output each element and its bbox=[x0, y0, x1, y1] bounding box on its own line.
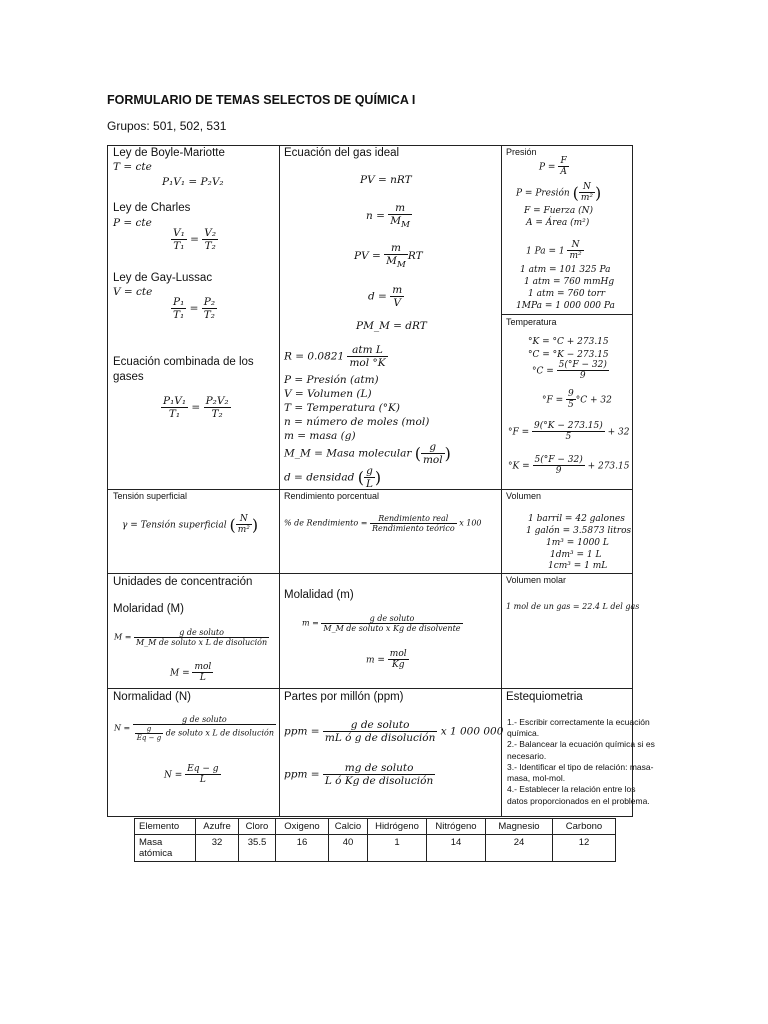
molarity-formula: M = $\frac{\text{g de soluto}}{\text{M\_M de soluto x L de disolución}}$ bbox=[114, 628, 268, 648]
table-cell: Magnesio bbox=[486, 819, 553, 835]
def-mass: m = masa (g) bbox=[284, 430, 356, 442]
pressure-units: P = Presión ( $\frac{N}{\text{m²}}$ ) bbox=[516, 182, 602, 204]
ppm-formula-2: ppm = $\frac{\text{mg de soluto}}{\text{L ó Kg de disolución}}$ bbox=[284, 762, 434, 788]
table-cell: 1 bbox=[368, 835, 427, 862]
stoichiometry-cell bbox=[502, 689, 655, 816]
molarity-heading: Molaridad (M) bbox=[113, 603, 184, 615]
ppm-cell bbox=[280, 689, 502, 816]
molality-formula-2: m = $\frac{\text{mol}}{Kg}$ bbox=[366, 649, 407, 671]
concentration-heading: Unidades de concentración bbox=[113, 576, 253, 588]
table-cell: 14 bbox=[427, 835, 486, 862]
charles-heading: Ley de Charles bbox=[113, 202, 191, 214]
gay-lussac-heading: Ley de Gay-Lussac bbox=[113, 272, 213, 284]
def-volume: V = Volumen (L) bbox=[284, 388, 372, 400]
pressure-cell bbox=[502, 146, 633, 315]
pressure-heading: Presión bbox=[506, 147, 537, 157]
step-1: 1.- Escribir correctamente la ecuación química. bbox=[507, 717, 650, 739]
volume-heading: Volumen bbox=[506, 491, 542, 501]
def-moles: n = número de moles (mol) bbox=[284, 416, 430, 428]
force-def: F = Fuerza (N) bbox=[524, 206, 594, 216]
gay-lussac-condition: V = cte bbox=[113, 286, 153, 298]
pascal-def: 1 Pa = 1 $\frac{N}{\text{m²}}$ bbox=[526, 240, 582, 262]
atomic-mass-table bbox=[134, 818, 616, 862]
normality-formula-2: N = $\frac{Eq - g}{L}$ bbox=[164, 764, 219, 786]
def-molar-mass: M_M = Masa molecular ( $\frac{g}{\text{mol}}$ ) bbox=[284, 441, 451, 467]
ideal-gas-mass-formula: PV = $\frac{m}{M_M}$ RT bbox=[354, 242, 423, 271]
atm-torr: 1 atm = 760 torr bbox=[528, 289, 606, 299]
document-title: FORMULARIO DE TEMAS SELECTOS DE QUÍMICA I bbox=[107, 93, 416, 107]
table-row bbox=[135, 835, 616, 862]
c-from-f: °C = $\frac{5(^\circ F - 32)}{9}$ bbox=[532, 360, 607, 382]
f-from-c: °F = $\frac{9}{5}$ °C + 32 bbox=[542, 389, 612, 411]
formula-grid bbox=[107, 145, 655, 817]
table-cell: 35.5 bbox=[239, 835, 276, 862]
normality-cell bbox=[108, 689, 280, 816]
m3-def: 1m³ = 1000 L bbox=[546, 538, 609, 548]
def-density: d = densidad ( $\frac{g}{L}$ ) bbox=[284, 465, 382, 491]
ideal-gas-cell bbox=[280, 146, 502, 490]
k-from-f: °K = $\frac{5(^\circ F - 32)}{9}$ + 273.15 bbox=[508, 455, 630, 477]
gallon-def: 1 galón = 3.5873 litros bbox=[526, 526, 632, 536]
table-cell: 32 bbox=[196, 835, 239, 862]
def-temperature: T = Temperatura (°K) bbox=[284, 402, 400, 414]
atm-mmhg: 1 atm = 760 mmHg bbox=[524, 277, 615, 287]
volume-cell bbox=[502, 490, 633, 574]
pressure-formula: P = $\frac{F}{A}$ bbox=[539, 156, 567, 178]
molar-mass-density-formula: PM_M = dRT bbox=[356, 320, 427, 332]
table-cell: Calcio bbox=[329, 819, 368, 835]
area-def: A = Área (m²) bbox=[526, 218, 590, 228]
def-pressure: P = Presión (atm) bbox=[284, 374, 379, 386]
c-from-k: °C = °K − 273.15 bbox=[528, 350, 609, 360]
table-cell: 12 bbox=[553, 835, 616, 862]
table-cell: Nitrógeno bbox=[427, 819, 486, 835]
ideal-gas-heading: Ecuación del gas ideal bbox=[284, 147, 400, 159]
molality-heading: Molalidad (m) bbox=[284, 589, 354, 601]
table-cell: Hidrógeno bbox=[368, 819, 427, 835]
cm3-def: 1cm³ = 1 mL bbox=[548, 561, 608, 571]
dm3-def: 1dm³ = 1 L bbox=[550, 550, 602, 560]
table-header-row bbox=[135, 819, 616, 835]
atm-pa: 1 atm = 101 325 Pa bbox=[520, 265, 611, 275]
combined-law-heading: Ecuación combinada de los gases bbox=[113, 356, 254, 383]
stoichiometry-heading: Estequiometria bbox=[506, 691, 583, 703]
step-4: 4.- Establecer la relación entre los datos proporcionados en el problema. bbox=[507, 784, 650, 806]
yield-formula: % de Rendimiento = $\frac{\text{Rendimiento real}}{\text{Rendimiento teórico}}$ x 100 bbox=[284, 514, 482, 534]
k-from-c: °K = °C + 273.15 bbox=[528, 337, 609, 347]
boyle-formula: P₁V₁ = P₂V₂ bbox=[162, 176, 224, 188]
temperature-cell bbox=[502, 315, 633, 490]
f-from-k: °F = $\frac{9(^\circ K - 273.15)}{5}$ + 32 bbox=[508, 421, 630, 443]
table-cell: Masa atómica bbox=[135, 835, 196, 862]
gas-constant: R = 0.0821 $\frac{\text{atm L}}{\text{mol °K}}$ bbox=[284, 344, 386, 370]
ppm-formula-1: ppm = $\frac{\text{g de soluto}}{\text{mL ó g de disolución}}$ x 1 000 000 bbox=[284, 719, 504, 745]
gay-lussac-formula: $\frac{\text{P₁}}{\text{T₁}}$ = $\frac{\text{P₂}}{\text{T₂}}$ bbox=[173, 296, 216, 322]
step-2: 2.- Balancear la ecuación química si es necesario. bbox=[507, 739, 655, 761]
stoichiometry-steps bbox=[507, 717, 657, 807]
molality-cell bbox=[280, 574, 502, 689]
gas-laws-cell bbox=[108, 146, 280, 490]
density-formula: d = $\frac{m}{V}$ bbox=[368, 284, 403, 310]
mpa-pa: 1MPa = 1 000 000 Pa bbox=[516, 301, 615, 311]
normality-formula: N = g de soluto $\frac{g}{Eq - g}$ de soluto x L de disolución bbox=[114, 715, 274, 743]
table-cell: Carbono bbox=[553, 819, 616, 835]
concentration-cell bbox=[108, 574, 280, 689]
surface-tension-formula: γ = Tensión superficial ( $\frac{N}{\text{m²}}$ ) bbox=[122, 514, 259, 536]
molality-formula: m = $\frac{\text{g de soluto}}{\text{M\_M de soluto x Kg de disolvente}}$ bbox=[302, 614, 461, 634]
surface-tension-cell bbox=[108, 490, 280, 574]
surface-tension-heading: Tensión superficial bbox=[113, 491, 188, 501]
molarity-formula-2: M = $\frac{\text{mol}}{L}$ bbox=[170, 662, 212, 684]
yield-cell bbox=[280, 490, 502, 574]
charles-condition: P = cte bbox=[113, 217, 152, 229]
step-3: 3.- Identificar el tipo de relación: masa-masa, mol-mol. bbox=[507, 761, 654, 784]
groups-line: Grupos: 501, 502, 531 bbox=[107, 119, 227, 133]
table-cell: Elemento bbox=[135, 819, 196, 835]
barrel-def: 1 barril = 42 galones bbox=[528, 514, 625, 524]
table-cell: Azufre bbox=[196, 819, 239, 835]
table-cell: 24 bbox=[486, 835, 553, 862]
table-cell: 40 bbox=[329, 835, 368, 862]
table-cell: Oxigeno bbox=[276, 819, 329, 835]
molar-volume-formula: 1 mol de un gas = 22.4 L del gas bbox=[506, 602, 640, 611]
yield-heading: Rendimiento porcentual bbox=[284, 491, 380, 501]
combined-law-formula: $\frac{\text{P₁V₁}}{\text{T₁}}$ = $\frac{\text{P₂V₂}}{\text{T₂}}$ bbox=[163, 395, 229, 421]
temperature-heading: Temperatura bbox=[506, 317, 557, 327]
ideal-gas-formula: PV = nRT bbox=[360, 174, 412, 186]
boyle-heading: Ley de Boyle-Mariotte bbox=[113, 147, 225, 159]
molar-volume-heading: Volumen molar bbox=[506, 575, 567, 585]
molar-volume-cell bbox=[502, 574, 640, 689]
charles-formula: $\frac{\text{V₁}}{\text{T₁}}$ = $\frac{\text{V₂}}{\text{T₂}}$ bbox=[173, 227, 217, 253]
table-cell: 16 bbox=[276, 835, 329, 862]
table-cell: Cloro bbox=[239, 819, 276, 835]
moles-formula: n = $\frac{m}{M_M}$ bbox=[366, 202, 410, 231]
normality-heading: Normalidad (N) bbox=[113, 691, 191, 703]
ppm-heading: Partes por millón (ppm) bbox=[284, 691, 404, 703]
boyle-condition: T = cte bbox=[113, 161, 152, 173]
